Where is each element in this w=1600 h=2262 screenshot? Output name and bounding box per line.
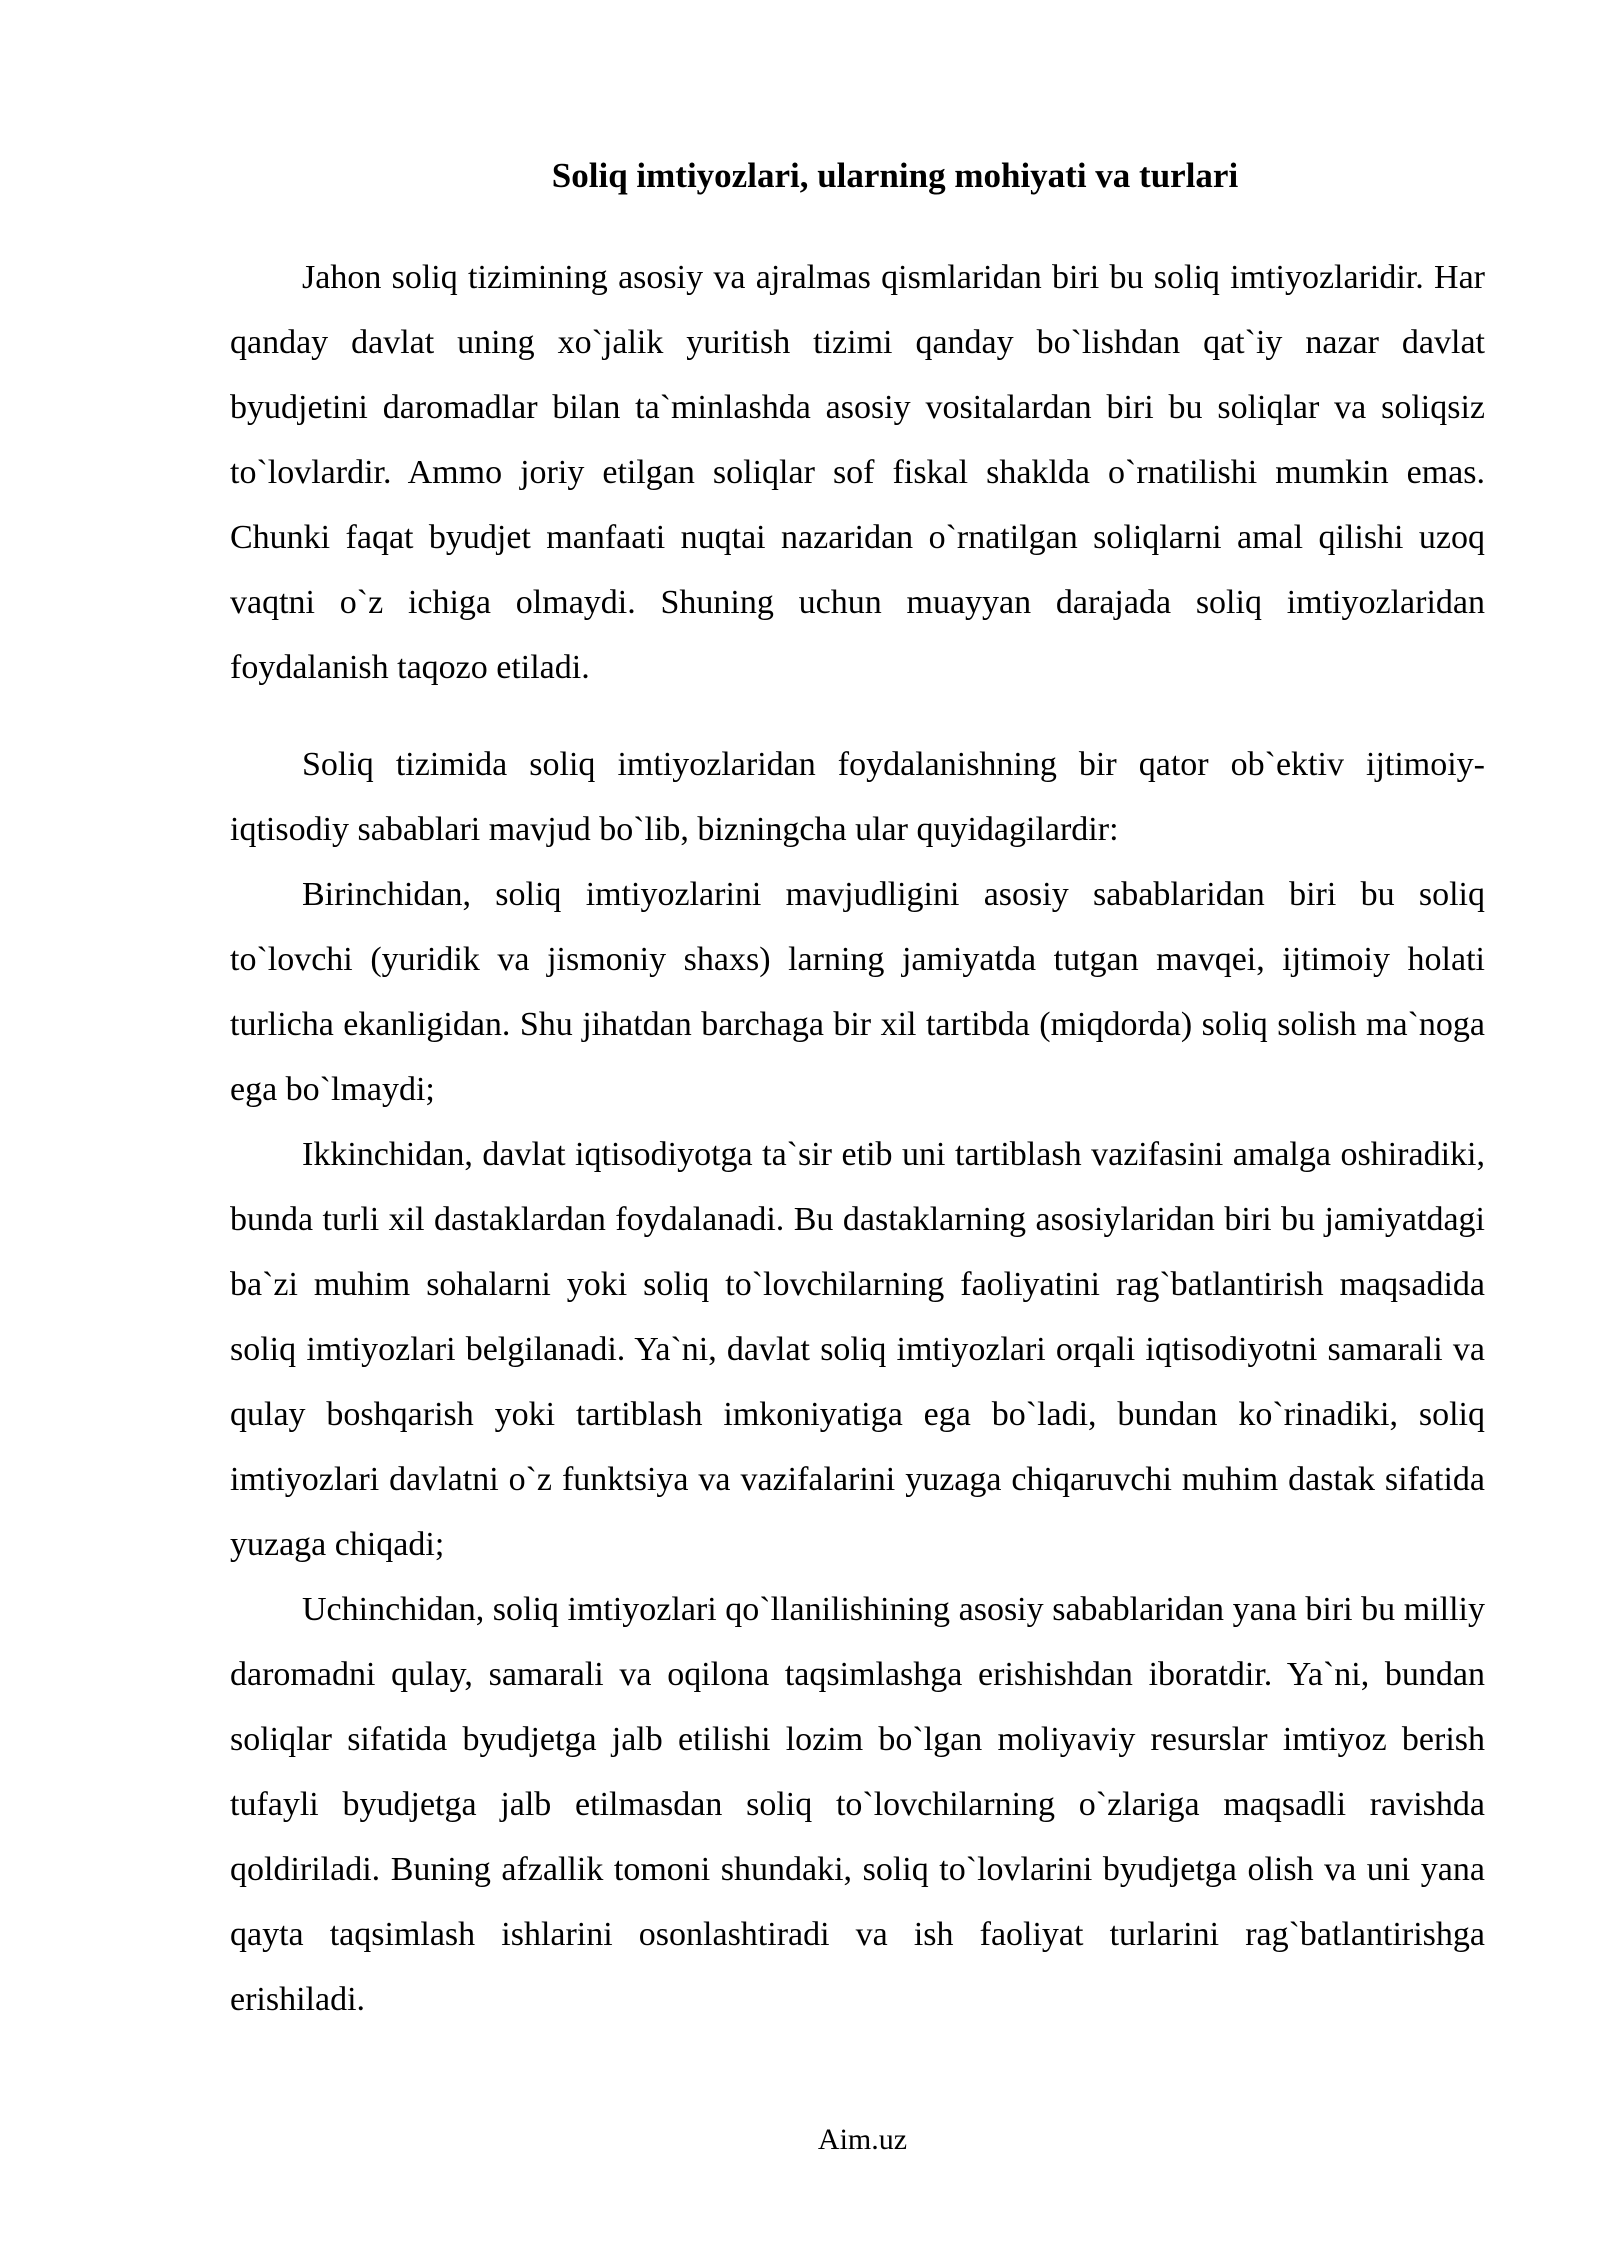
paragraph-first-reason: Birinchidan, soliq imtiyozlarini mavjudligini asosiy sabablaridan biri bu soliq to`lovchi (yuridik va jismoniy shaxs) larning jamiyatda tutgan mavqei, ijtimoiy holati turlicha ekanligidan. Shu jihatdan barchaga bir xil tartibda (miqdorda) soliq solish ma`noga ega bo`lmaydi; — [230, 876, 1485, 1108]
paragraph-third-reason: Uchinchidan, soliq imtiyozlari qo`llanilishining asosiy sabablaridan yana biri bu milliy daromadni qulay, samarali va oqilona taqsimlashga erishishdan iboratdir. Ya`ni, bundan soliqlar sifatida byudjetga jalb etilishi lozim bo`lgan moliyaviy resurslar imtiyoz berish tufayli byudjetga jalb etilmasdan soliq to`lovchilarning o`zlariga maqsadli ravishda qoldiriladi. Buning afzallik tomoni shundaki, soliq to`lovlarini byudjetga olish va uni yana qayta taqsimlash ishlarini osonlashtiradi va ish faoliyat turlarini rag`batlantirishga erishiladi. — [230, 1591, 1485, 2018]
document-title: Soliq imtiyozlari, ularning mohiyati va turlari — [551, 156, 1239, 195]
paragraph-intro: Jahon soliq tizimining asosiy va ajralmas qismlaridan biri bu soliq imtiyozlaridir. Har qanday davlat uning xo`jalik yuritish tizimi qanday bo`lishdan qat`iy nazar davlat byudjetini daromadlar bilan ta`minlashda asosiy vositalardan biri bu soliqlar va soliqsiz to`lovlardir. Ammo joriy etilgan soliqlar sof fiskal shaklda o`rnatilishi mumkin emas. Chunki faqat byudjet manfaati nuqtai nazaridan o`rnatilgan soliqlarni amal qilishi uzoq vaqtni o`z ichiga olmaydi. Shuning uchun muayyan darajada soliq imtiyozlaridan foydalanish taqozo etiladi. — [230, 259, 1485, 686]
paragraph-reasons-lead: Soliq tizimida soliq imtiyozlaridan foydalanishning bir qator ob`ektiv ijtimoiy-iqtisodiy sabablari mavjud bo`lib, bizningcha ular quyidagilardir: — [230, 746, 1485, 848]
page-footer: Aim.uz — [817, 2123, 908, 2156]
paragraph-second-reason: Ikkinchidan, davlat iqtisodiyotga ta`sir etib uni tartiblash vazifasini amalga oshiradiki, bunda turli xil dastaklardan foydalanadi. Bu dastaklarning asosiylaridan biri bu jamiyatdagi ba`zi muhim sohalarni yoki soliq to`lovchilarning faoliyatini rag`batlantirish maqsadida soliq imtiyozlari belgilanadi. Ya`ni, davlat soliq imtiyozlari orqali iqtisodiyotni samarali va qulay boshqarish yoki tartiblash imkoniyatiga ega bo`ladi, bundan ko`rinadiki, soliq imtiyozlari davlatni o`z funktsiya va vazifalarini yuzaga chiqaruvchi muhim dastak sifatida yuzaga chiqadi; — [230, 1136, 1485, 1563]
document-body — [230, 245, 1485, 2032]
